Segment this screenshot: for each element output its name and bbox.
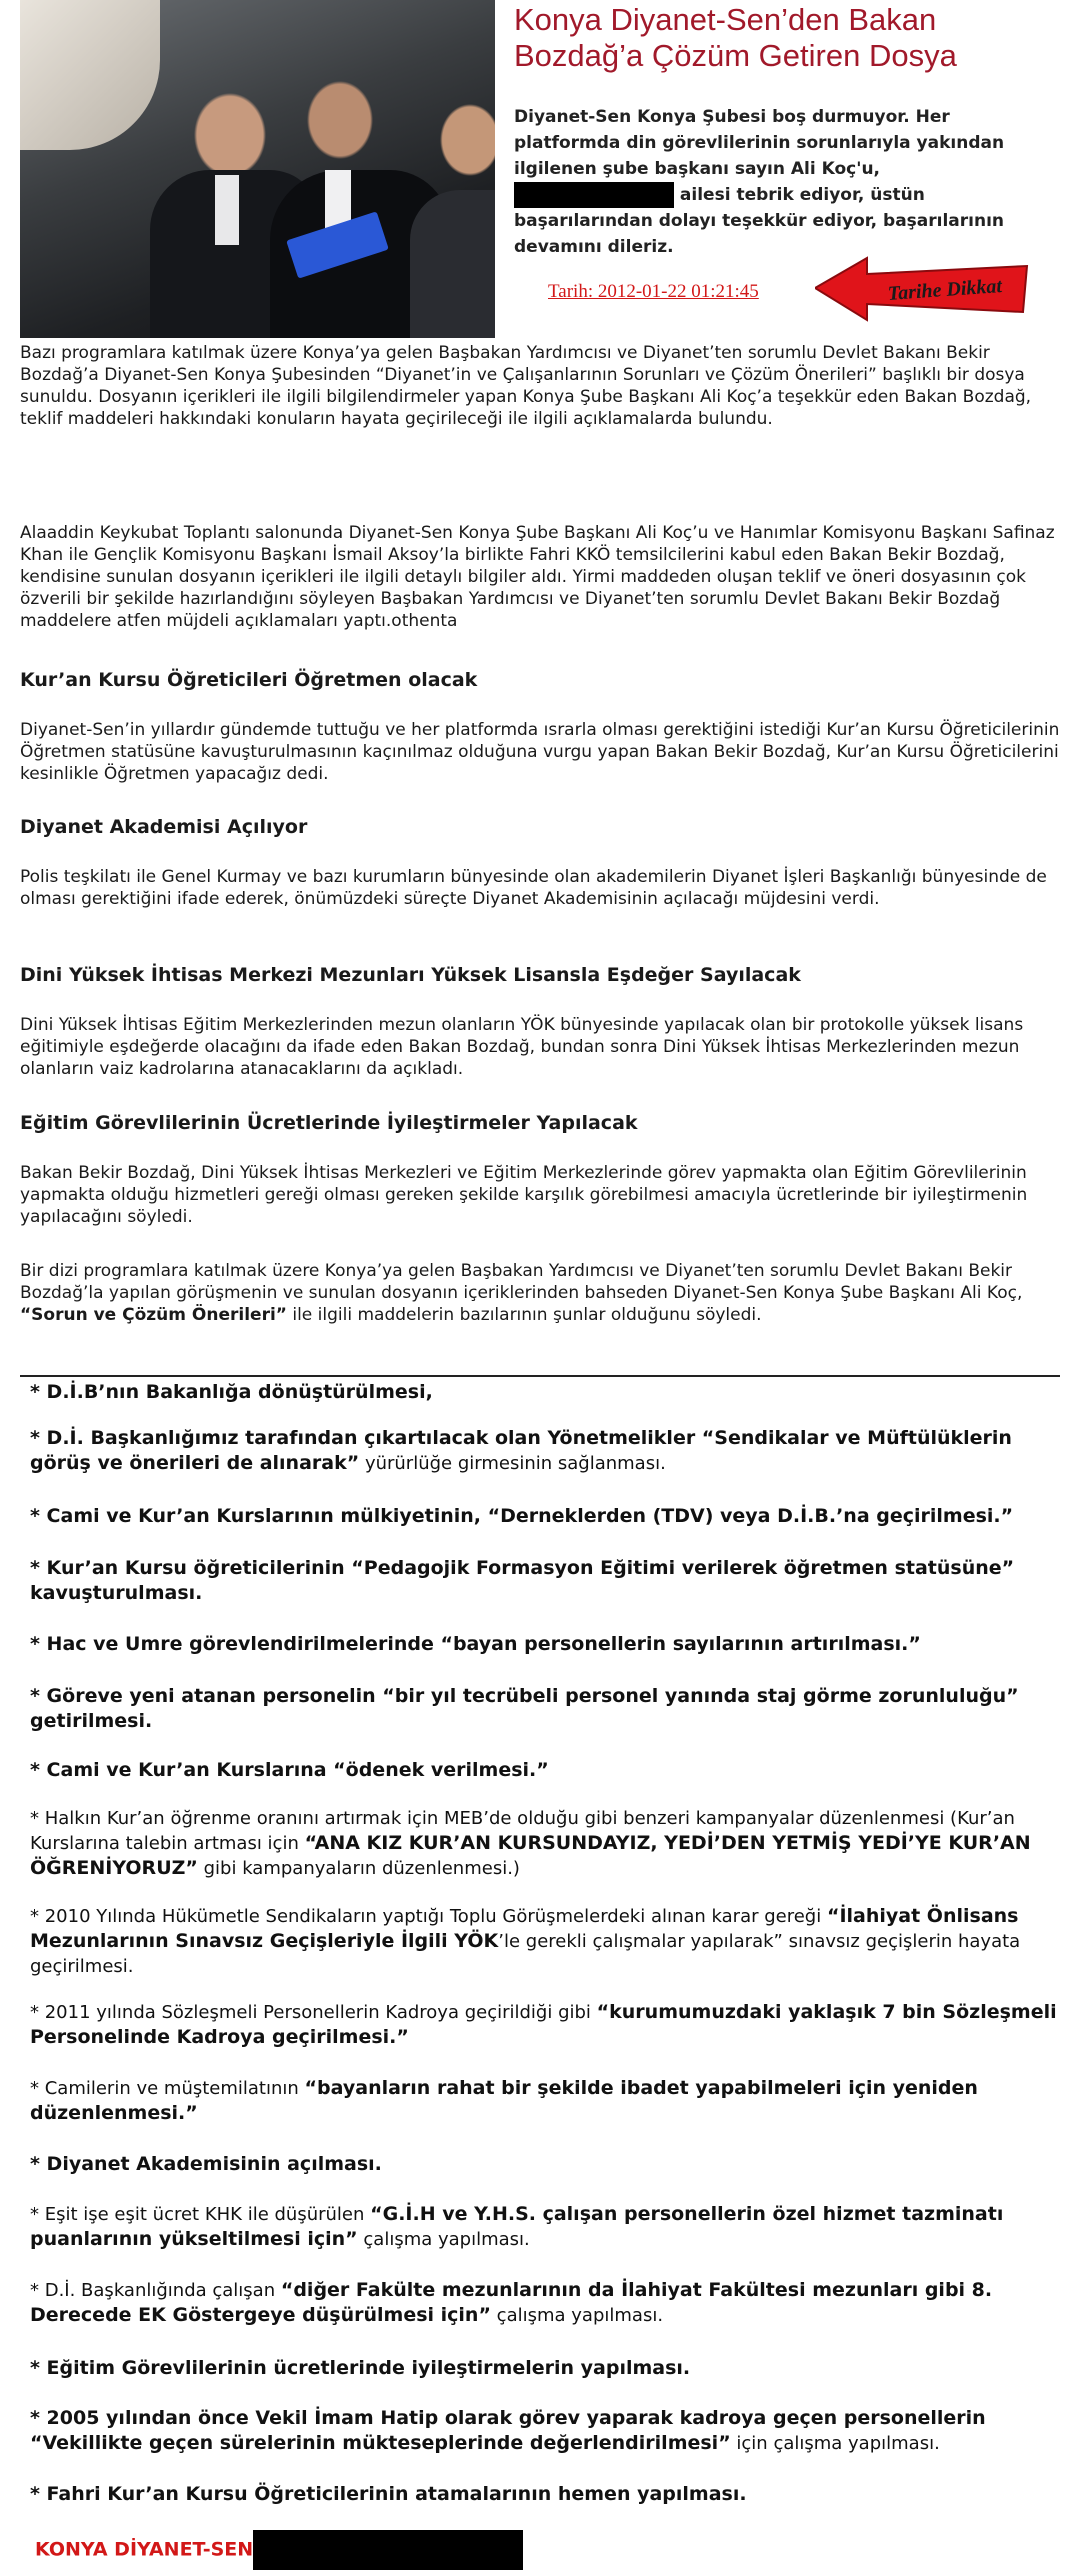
list-item: * 2005 yılından önce Vekil İmam Hatip olarak görev yaparak kadroya geçen personellerin “Vekillikte geçen sürelerinin mükteseplerinde değerlendirilmesi” için çalışma yapılması. bbox=[30, 2407, 986, 2454]
paragraph: Dini Yüksek İhtisas Eğitim Merkezlerinden mezun olanların YÖK bünyesinde yapılacak olan bir protokolle yüksek lisans eğitimiyle eşdeğerde olacağını da ifade eden Bakan Bozdağ, bundan sonra Dini Yüksek İhtisas Merkezlerinden mezun olanların vaiz kadrolarına atanacaklarını da açıkladı. bbox=[20, 1015, 1024, 1079]
list-item: * D.İ. Başkanlığımız tarafından çıkartılacak olan Yönetmelikler “Sendikalar ve Müftülüklerin görüş ve önerileri de alınarak” yürürlüğe girmesinin sağlanması. bbox=[30, 1427, 1012, 1474]
list-item: * D.İ. Başkanlığında çalışan “diğer Fakülte mezunlarının da İlahiyat Fakültesi mezunları gibi 8. Derecede EK Göstergeye düşürülmesi için” çalışma yapılması. bbox=[30, 2279, 993, 2326]
paragraph: Bir dizi programlara katılmak üzere Konya’ya gelen Başbakan Yardımcısı ve Diyanet’ten sorumlu Devlet Bakanı Bekir Bozdağ’la yapılan görüşmenin ve sunulan dosyanın içeriklerinden bahseden Diyanet-Sen Konya Şube Başkanı Ali Koç, “Sorun ve Çözüm Önerileri” ile ilgili maddelerin bazılarının şunlar olduğunu söyledi. bbox=[20, 1261, 1023, 1325]
list-item: * Halkın Kur’an öğrenme oranını artırmak için MEB’de olduğu gibi benzeri kampanyalar düzenlenmesi (Kur’an Kurslarına talebin artması için “ANA KIZ KUR’AN KURSUNDAYIZ, YEDİ’DEN YETMİŞ YEDİ’YE KUR’AN ÖĞRENİYORUZ” gibi kampanyaların düzenlenmesi.) bbox=[30, 1808, 1031, 1879]
footer-signature: KONYA DİYANET-SEN bbox=[35, 2530, 523, 2570]
list-item: * Göreve yeni atanan personelin “bir yıl tecrübeli personel yanında staj görme zorunluluğu” getirilmesi. bbox=[30, 1685, 1019, 1732]
list-item: * Fahri Kur’an Kursu Öğreticilerinin atamalarının hemen yapılması. bbox=[30, 2483, 747, 2505]
paragraph: Polis teşkilatı ile Genel Kurmay ve bazı kurumların bünyesinde olan akademilerin Diyanet İşleri Başkanlığı bünyesinde de olması gerektiğini ifade ederek, önümüzdeki süreçte Diyanet Akademisinin açılacağı müjdesini verdi. bbox=[20, 867, 1047, 909]
section-heading: Dini Yüksek İhtisas Merkezi Mezunları Yüksek Lisansla Eşdeğer Sayılacak bbox=[20, 964, 801, 986]
intro-text-1: Diyanet-Sen Konya Şubesi boş durmuyor. Her platformda din görevlilerinin sorunlarıyla yakından ilgilenen şube başkanı sayın Ali Koç'u, bbox=[514, 107, 1005, 179]
paragraph: Bakan Bekir Bozdağ, Dini Yüksek İhtisas Merkezleri ve Eğitim Merkezlerinde görev yapmakta olan Eğitim Görevlilerinin yapmakta olduğu hizmetleri gereği olması gereken şekilde karşılık görebilmesi amacıyla ücretlerinde bir iyileştirmenin yapılacağını söyledi. bbox=[20, 1163, 1028, 1227]
section-heading: Kur’an Kursu Öğreticileri Öğretmen olacak bbox=[20, 669, 478, 691]
list-item: * Camilerin ve müştemilatının “bayanların rahat bir şekilde ibadet yapabilmeleri için yeniden düzenlenmesi.” bbox=[30, 2077, 978, 2124]
red-arrow-stamp bbox=[815, 256, 1030, 328]
divider bbox=[20, 1375, 1060, 1377]
list-item: * Cami ve Kur’an Kurslarının mülkiyetinin, “Derneklerden (TDV) veya D.İ.B.’na geçirilmesi.” bbox=[30, 1505, 1014, 1527]
section-heading: Diyanet Akademisi Açılıyor bbox=[20, 816, 308, 838]
section-heading: Eğitim Görevlilerinin Ücretlerinde İyileştirmeler Yapılacak bbox=[20, 1112, 638, 1134]
list-item: * Cami ve Kur’an Kurslarına “ödenek verilmesi.” bbox=[30, 1759, 549, 1781]
list-item: * Eşit işe eşit ücret KHK ile düşürülen “G.İ.H ve Y.H.S. çalışan personellerin özel hizmet tazminatı puanlarının yükseltilmesi için” çalışma yapılması. bbox=[30, 2203, 1004, 2250]
news-photo bbox=[20, 0, 495, 338]
stamp-label: Tarihe Dikkat bbox=[887, 275, 1003, 305]
list-item: * Kur’an Kursu öğreticilerinin “Pedagojik Formasyon Eğitimi verilerek öğretmen statüsüne” kavuşturulması. bbox=[30, 1557, 1015, 1604]
list-item: * Hac ve Umre görevlendirilmelerinde “bayan personellerin sayılarının artırılması.” bbox=[30, 1633, 921, 1655]
list-item: * 2010 Yılında Hükümetle Sendikaların yaptığı Toplu Görüşmelerdeki alınan karar gereği “İlahiyat Önlisans Mezunlarının Sınavsız Geçişleriyle İlgili YÖK’le gerekli çalışmalar yapılarak” sınavsız geçişlerin hayata geçirilmesi. bbox=[30, 1905, 1021, 1977]
intro-text-2: ailesi tebrik ediyor, üstün başarılarından dolayı teşekkür ediyor, başarılarının devamını dileriz. bbox=[514, 185, 1005, 257]
article-title: Konya Diyanet-Sen’den Bakan Bozdağ’a Çözüm Getiren Dosya bbox=[514, 2, 957, 73]
article-intro bbox=[514, 104, 1044, 260]
paragraph: Alaaddin Keykubat Toplantı salonunda Diyanet-Sen Konya Şube Başkanı Ali Koç’u ve Hanımlar Komisyonu Başkanı Safinaz Khan ile Gençlik Komisyonu Başkanı İsmail Aksoy’la birlikte Fahri KKÖ temsilcilerini kabul eden Bakan Bekir Bozdağ, kendisine sunulan dosyanın içerikleri ile ilgili detaylı bilgiler aldı. Yirmi maddeden oluşan teklif ve öneri dosyasının çok özverili bir şekilde hazırlandığını söyleyen Başbakan Yardımcısı ve Diyanet’ten sorumlu Devlet Bakanı Bekir Bozdağ maddelere atfen müjdeli açıklamaları yaptı.othenta bbox=[20, 523, 1055, 631]
redaction-bar bbox=[253, 2530, 523, 2570]
list-item: * Diyanet Akademisinin açılması. bbox=[30, 2153, 382, 2175]
paragraph: Diyanet-Sen’in yıllardır gündemde tuttuğu ve her platformda ısrarla olması gerektiğini istediği Kur’an Kursu Öğreticilerinin Öğretmen statüsüne kavuşturulmasının kaçınılmaz olduğuna vurgu yapan Bakan Bekir Bozdağ, Kur’an Kursu Öğreticilerini kesinlikle Öğretmen yapacağız dedi. bbox=[20, 720, 1060, 784]
date-link[interactable]: Tarih: 2012-01-22 01:21:45 bbox=[548, 281, 759, 302]
paragraph: Bazı programlara katılmak üzere Konya’ya gelen Başbakan Yardımcısı ve Diyanet’ten sorumlu Devlet Bakanı Bekir Bozdağ’a Diyanet-Sen Konya Şubesinden “Diyanet’in ve Çalışanlarının Sorunları ve Çözüm Önerileri” başlıklı bir dosya sunuldu. Dosyanın içerikleri ile ilgili bilgilendirmeler yapan Konya Şube Başkanı Ali Koç’a teşekkür eden Bakan Bozdağ, teklif maddeleri hakkındaki konuların hayata geçirileceği ile ilgili açıklamalarda bulundu. bbox=[20, 343, 1032, 429]
list-item: * Eğitim Görevlilerinin ücretlerinde iyileştirmelerin yapılması. bbox=[30, 2357, 691, 2379]
list-item: * 2011 yılında Sözleşmeli Personellerin Kadroya geçirildiği gibi “kurumumuzdaki yaklaşık 7 bin Sözleşmeli Personelinde Kadroya geçirilmesi.” bbox=[30, 2001, 1057, 2048]
redaction-bar bbox=[514, 182, 674, 208]
list-item: * D.İ.B’nın Bakanlığa dönüştürülmesi, bbox=[30, 1381, 433, 1403]
